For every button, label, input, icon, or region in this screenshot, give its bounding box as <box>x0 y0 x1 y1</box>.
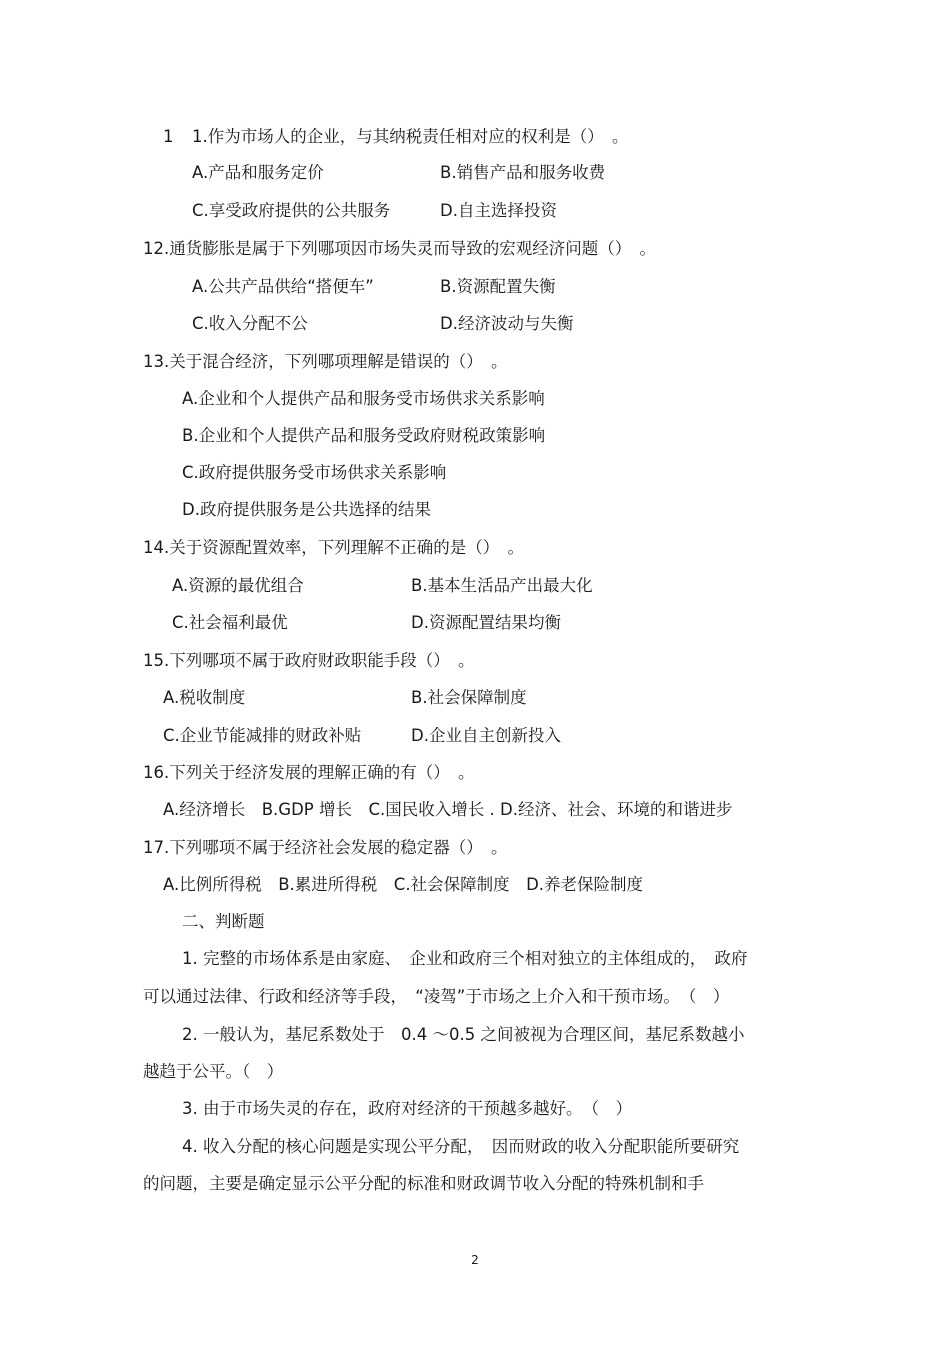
q13-option-b: B.企业和个人提供产品和服务受政府财税政策影响 <box>182 426 546 445</box>
q14-option-b: B.基本生活品产出最大化 <box>411 576 593 595</box>
q13-option-d: D.政府提供服务是公共选择的结果 <box>182 500 431 519</box>
q11-option-b: B.销售产品和服务收费 <box>440 163 606 182</box>
q15-option-b: B.社会保障制度 <box>411 688 527 707</box>
q13-stem: 13.关于混合经济，下列哪项理解是错误的（） 。 <box>143 352 508 371</box>
q17-options: A.比例所得税 B.累进所得税 C.社会保障制度 D.养老保险制度 <box>163 875 644 894</box>
q11-option-d: D.自主选择投资 <box>440 201 557 220</box>
q17-stem: 17.下列哪项不属于经济社会发展的稳定器（） 。 <box>143 838 508 857</box>
q12-option-c: C.收入分配不公 <box>192 314 308 333</box>
q15-stem: 15.下列哪项不属于政府财政职能手段（） 。 <box>143 651 475 670</box>
q13-option-c: C.政府提供服务受市场供求关系影响 <box>182 463 447 482</box>
judgement-3: 3. 由于市场失灵的存在，政府对经济的干预越多越好。 （ ） <box>182 1099 632 1118</box>
q11-option-a: A.产品和服务定价 <box>192 163 324 182</box>
q16-options: A.经济增长 B.GDP 增长 C.国民收入增长 . D.经济、社会、环境的和谐进步 <box>163 800 733 819</box>
q15-option-a: A.税收制度 <box>163 688 246 707</box>
q11-number: 1 <box>163 127 174 146</box>
q12-option-b: B.资源配置失衡 <box>440 277 556 296</box>
q15-option-d: D.企业自主创新投入 <box>411 726 561 745</box>
q16-stem: 16.下列关于经济发展的理解正确的有（） 。 <box>143 763 475 782</box>
judgement-4-line-2: 的问题，主要是确定显示公平分配的标准和财政调节收入分配的特殊机制和手 <box>143 1174 704 1193</box>
section-title-judgement: 二、判断题 <box>182 912 265 931</box>
page-number: 2 <box>471 1253 479 1267</box>
judgement-2-line-1: 2. 一般认为，基尼系数处于 0.4 ～0.5 之间被视为合理区间，基尼系数越小 <box>182 1025 745 1044</box>
judgement-1-line-1: 1. 完整的市场体系是由家庭、 企业和政府三个相对独立的主体组成的， 政府 <box>182 949 748 968</box>
q14-option-c: C.社会福利最优 <box>172 613 288 632</box>
q14-stem: 14.关于资源配置效率，下列理解不正确的是（） 。 <box>143 538 524 557</box>
q11-option-c: C.享受政府提供的公共服务 <box>192 201 391 220</box>
q12-option-a: A.公共产品供给“搭便车” <box>192 277 374 296</box>
judgement-4-line-1: 4. 收入分配的核心问题是实现公平分配， 因而财政的收入分配职能所要研究 <box>182 1137 740 1156</box>
q15-option-c: C.企业节能减排的财政补贴 <box>163 726 362 745</box>
q13-option-a: A.企业和个人提供产品和服务受市场供求关系影响 <box>182 389 545 408</box>
q11-stem: 1.作为市场人的企业，与其纳税责任相对应的权利是（） 。 <box>192 127 629 146</box>
q14-option-a: A.资源的最优组合 <box>172 576 304 595</box>
judgement-2-line-2: 越趋于公平。（ ） <box>143 1062 284 1081</box>
q12-stem: 12.通货膨胀是属于下列哪项因市场失灵而导致的宏观经济问题（） 。 <box>143 239 656 258</box>
q14-option-d: D.资源配置结果均衡 <box>411 613 561 632</box>
judgement-1-line-2: 可以通过法律、行政和经济等手段， “凌驾”于市场之上介入和干预市场。 （ ） <box>143 987 730 1006</box>
q12-option-d: D.经济波动与失衡 <box>440 314 574 333</box>
